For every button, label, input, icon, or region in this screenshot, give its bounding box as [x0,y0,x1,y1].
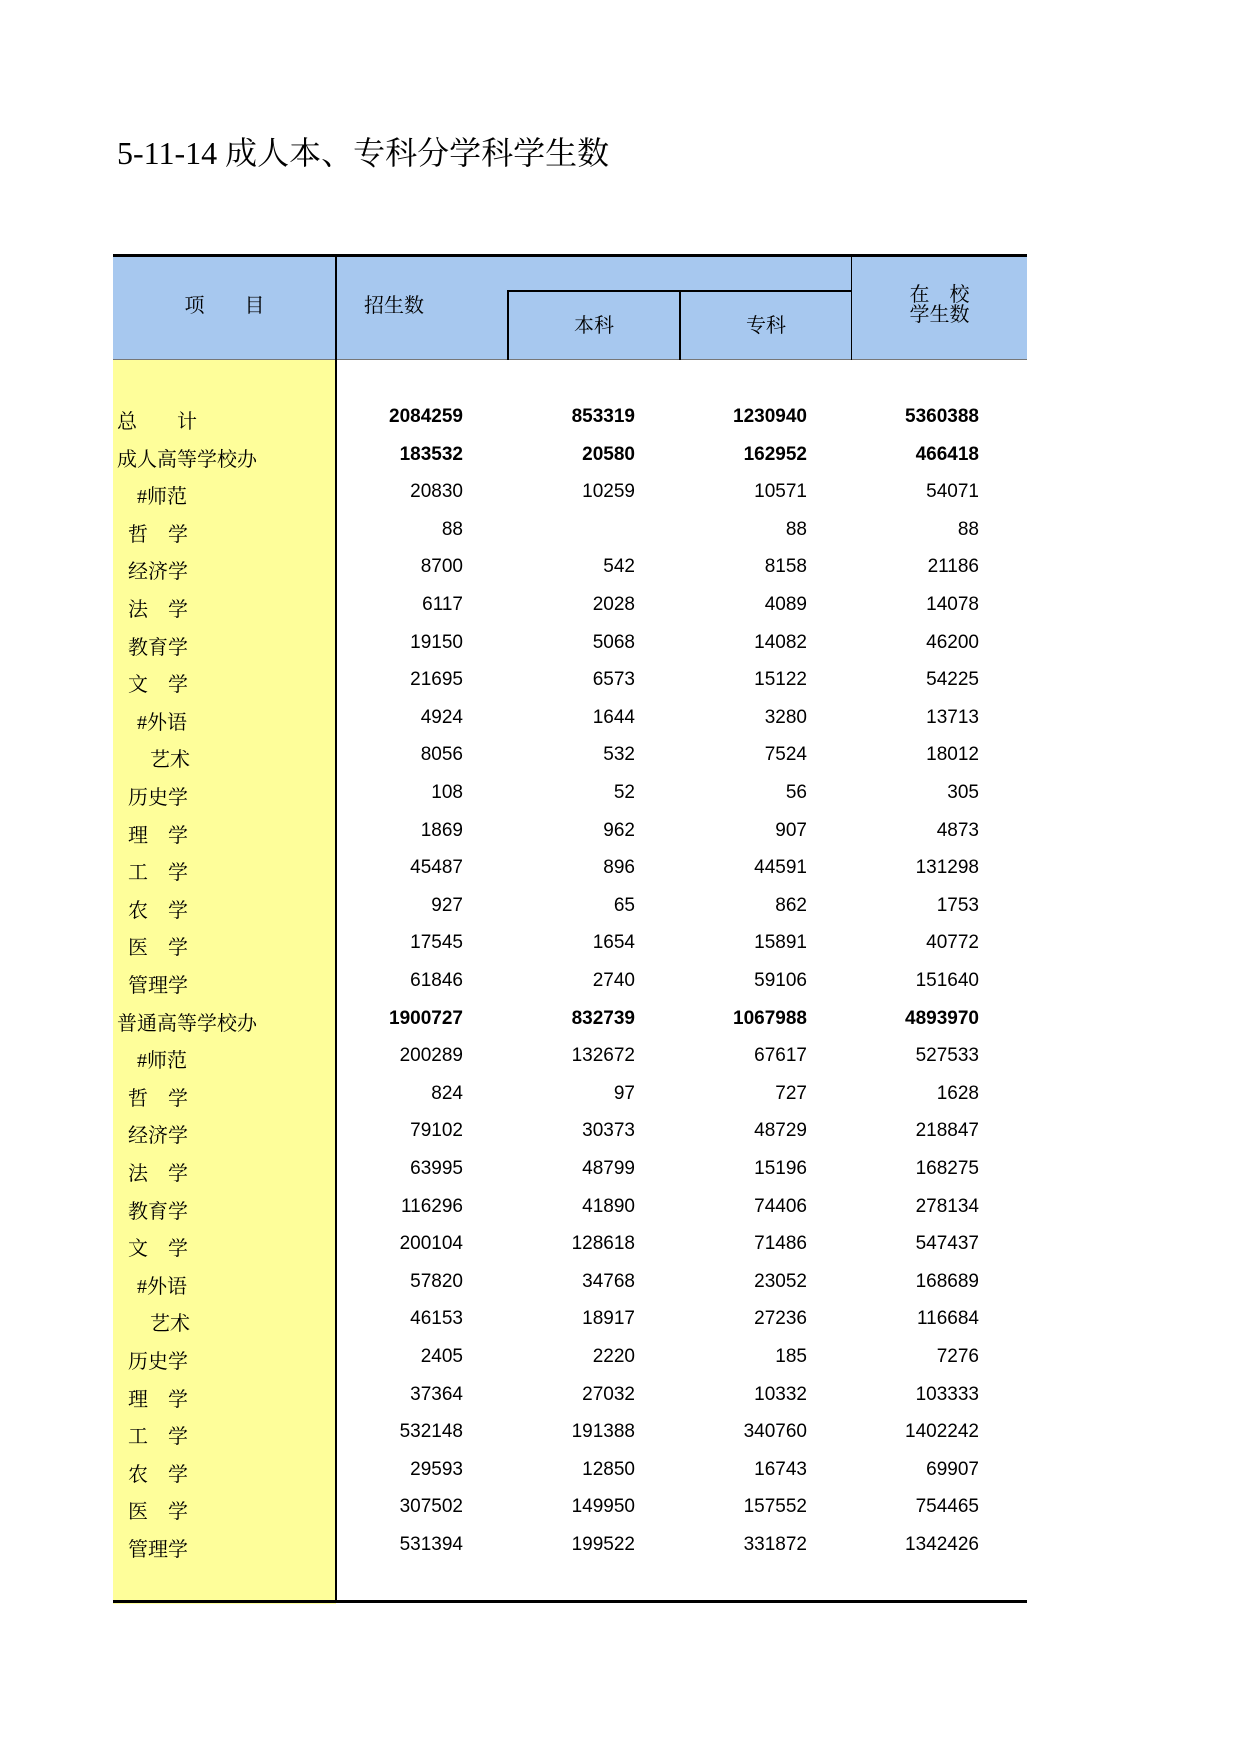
junior-divider [679,290,681,360]
cell-value: 8700 [420,556,463,578]
row-label: 文 学 [128,1238,188,1261]
table-row [113,1525,1027,1563]
table-row [113,623,1027,661]
cell-value: 54225 [926,669,979,691]
cell-value: 200289 [399,1045,463,1067]
table-row [113,547,1027,585]
row-label: 艺术 [150,749,190,772]
enrolled-divider [851,254,852,360]
cell-value: 14078 [926,594,979,615]
table-row [113,1412,1027,1450]
table-row [113,510,1027,548]
table-row [113,848,1027,886]
cell-value: 6117 [422,594,463,615]
cell-value: 862 [775,894,807,916]
row-label: 农 学 [128,1463,188,1486]
cell-value: 34768 [582,1270,635,1292]
table-row [113,585,1027,623]
cell-value: 14082 [754,631,807,653]
row-label: 经济学 [128,1125,188,1148]
cell-value: 754465 [915,1496,979,1518]
cell-value: 57820 [410,1270,463,1292]
cell-value: 10332 [754,1383,807,1405]
cell-value: 48729 [754,1120,807,1142]
table-row [113,961,1027,999]
cell-value: 59106 [754,970,807,991]
header-enrolled-line2: 学生数 [909,304,970,326]
cell-value: 16743 [754,1458,807,1480]
cell-value: 27236 [754,1308,807,1330]
data-table [113,254,1027,1604]
table-row [113,397,1027,435]
cell-value: 532 [603,744,635,766]
cell-value: 2028 [592,594,635,615]
bottom-rule [113,1600,1027,1603]
row-label: 成人高等学校办 [117,448,257,471]
table-row [113,1224,1027,1262]
row-label: 总 计 [117,411,197,433]
cell-value: 151640 [915,970,979,991]
cell-value: 1654 [592,932,635,954]
cell-value: 168689 [915,1270,979,1292]
cell-value: 157552 [743,1496,807,1518]
row-label: 医 学 [128,1501,188,1524]
cell-value: 71486 [754,1233,807,1255]
cell-value: 168275 [915,1158,979,1179]
cell-value: 907 [775,819,807,841]
table-row [113,1337,1027,1375]
cell-value: 727 [775,1082,807,1104]
cell-value: 108 [431,782,463,803]
cell-value: 103333 [915,1383,979,1405]
table-row [113,1262,1027,1300]
row-label: 农 学 [128,899,188,922]
cell-value: 4873 [936,819,979,841]
cell-value: 2084259 [389,406,463,427]
cell-value: 48799 [582,1158,635,1179]
cell-value: 278134 [915,1195,979,1217]
cell-value: 30373 [582,1120,635,1142]
cell-value: 1230940 [733,406,807,427]
row-label: #师范 [137,486,187,509]
table-row [113,1299,1027,1337]
top-rule [113,254,1027,257]
cell-value: 4924 [420,706,463,728]
cell-value: 531394 [399,1534,463,1555]
cell-value: 340760 [743,1421,807,1443]
row-label: 法 学 [128,1163,188,1185]
cell-value: 20830 [410,481,463,503]
header-enrollment: 招生数 [364,295,424,317]
cell-value: 200104 [399,1233,463,1255]
cell-value: 1644 [592,706,635,728]
cell-value: 185 [775,1346,807,1367]
cell-value: 191388 [571,1421,635,1443]
table-row [113,1187,1027,1225]
cell-value: 97 [613,1082,635,1104]
cell-value: 466418 [915,443,979,465]
row-label: 哲 学 [128,1087,188,1110]
table-row [113,1375,1027,1413]
cell-value: 2220 [592,1346,635,1367]
cell-value: 527533 [915,1045,979,1067]
row-label: 教育学 [128,636,188,659]
row-label: 医 学 [128,937,188,960]
cell-value: 1067988 [733,1007,807,1029]
cell-value: 8056 [420,744,463,766]
cell-value: 2405 [420,1346,463,1367]
cell-value: 149950 [571,1496,635,1518]
cell-value: 4893970 [905,1007,979,1029]
table-row [113,923,1027,961]
cell-value: 54071 [926,481,979,503]
cell-value: 46153 [410,1308,463,1330]
table-row [113,435,1027,473]
cell-value: 132672 [571,1045,635,1067]
cell-value: 218847 [915,1120,979,1142]
cell-value: 27032 [582,1383,635,1405]
cell-value: 15122 [754,669,807,691]
row-label: #外语 [137,711,187,734]
cell-value: 116296 [401,1195,463,1217]
cell-value: 7524 [764,744,807,766]
cell-value: 4089 [764,594,807,615]
cell-value: 63995 [410,1158,463,1179]
row-label: #师范 [137,1050,187,1073]
cell-value: 183532 [399,443,463,465]
row-label: 历史学 [128,787,188,809]
cell-value: 23052 [754,1270,807,1292]
row-label: 教育学 [128,1200,188,1223]
table-row [113,811,1027,849]
row-label: #外语 [137,1275,187,1298]
row-label: 经济学 [128,561,188,584]
cell-value: 52 [613,782,635,803]
cell-value: 1402242 [905,1421,979,1443]
row-label: 工 学 [128,1426,188,1449]
cell-value: 896 [603,857,635,879]
row-label: 艺术 [150,1313,190,1336]
row-label: 历史学 [128,1351,188,1373]
row-label: 法 学 [128,599,188,621]
cell-value: 37364 [410,1383,463,1405]
table-row [113,886,1027,924]
cell-value: 17545 [410,932,463,954]
row-label: 工 学 [128,862,188,885]
cell-value: 307502 [399,1496,463,1518]
header-item: 项 目 [184,295,265,317]
header-bottom-rule [113,359,1027,360]
header-undergrad: 本科 [574,315,614,337]
cell-value: 18012 [926,744,979,766]
cell-value: 61846 [410,970,463,991]
cell-value: 44591 [754,857,807,879]
table-row [113,1074,1027,1112]
cell-value: 962 [603,819,635,841]
cell-value: 128618 [571,1233,635,1255]
cell-value: 19150 [410,631,463,653]
table-row [113,1111,1027,1149]
cell-value: 116684 [917,1308,979,1330]
table-row [113,1149,1027,1187]
cell-value: 131298 [915,857,979,879]
cell-value: 1753 [936,894,979,916]
table-row [113,1487,1027,1525]
cell-value: 1900727 [389,1007,463,1029]
cell-value: 21695 [410,669,463,691]
cell-value: 21186 [927,556,979,578]
cell-value: 46200 [926,631,979,653]
cell-value: 10571 [754,481,807,503]
cell-value: 13713 [926,706,979,728]
cell-value: 40772 [926,932,979,954]
cell-value: 65 [613,894,635,916]
cell-value: 88 [785,518,807,540]
row-label: 管理学 [128,975,188,997]
cell-value: 542 [603,556,635,578]
cell-value: 69907 [926,1458,979,1480]
cell-value: 532148 [399,1421,463,1443]
table-row [113,735,1027,773]
cell-value: 199522 [571,1534,635,1555]
table-row [113,773,1027,811]
cell-value: 67617 [754,1045,807,1067]
cell-value: 8158 [764,556,807,578]
cell-value: 29593 [410,1458,463,1480]
cell-value: 832739 [571,1007,635,1029]
cell-value: 74406 [754,1195,807,1217]
row-label: 文 学 [128,674,188,697]
row-label: 理 学 [128,1388,188,1411]
cell-value: 45487 [410,857,463,879]
cell-value: 20580 [582,443,635,465]
cell-value: 88 [441,518,463,540]
cell-value: 853319 [571,406,635,427]
cell-value: 15196 [754,1158,807,1179]
row-label: 理 学 [128,824,188,847]
cell-value: 331872 [743,1534,807,1555]
table-row [113,660,1027,698]
cell-value: 7276 [936,1346,979,1367]
cell-value: 15891 [754,932,807,954]
cell-value: 88 [957,518,979,540]
cell-value: 56 [785,782,807,803]
header-junior: 专科 [746,315,786,337]
cell-value: 2740 [592,970,635,991]
cell-value: 1628 [936,1082,979,1104]
cell-value: 5360388 [905,406,979,427]
cell-value: 79102 [410,1120,463,1142]
cell-value: 927 [431,894,463,916]
table-row [113,1450,1027,1488]
cell-value: 305 [947,782,979,803]
cell-value: 12850 [582,1458,635,1480]
table-row [113,1036,1027,1074]
table-row [113,698,1027,736]
cell-value: 6573 [592,669,635,691]
page-title: 5-11-14 成人本、专科分学科学生数 [117,135,610,171]
cell-value: 10259 [582,481,635,503]
cell-value: 162952 [743,443,807,465]
cell-value: 824 [431,1082,463,1104]
header-enrolled-line1: 在 校 [909,284,970,306]
cell-value: 1342426 [905,1534,979,1555]
cell-value: 1869 [420,819,463,841]
table-row [113,472,1027,510]
cell-value: 547437 [915,1233,979,1255]
cell-value: 3280 [764,706,807,728]
row-label: 管理学 [128,1539,188,1561]
undergrad-divider [507,290,509,360]
cell-value: 18917 [582,1308,635,1330]
row-label: 普通高等学校办 [117,1012,257,1035]
cell-value: 5068 [592,631,635,653]
table-row [113,999,1027,1037]
cell-value: 41890 [582,1195,635,1217]
row-label: 哲 学 [128,523,188,546]
